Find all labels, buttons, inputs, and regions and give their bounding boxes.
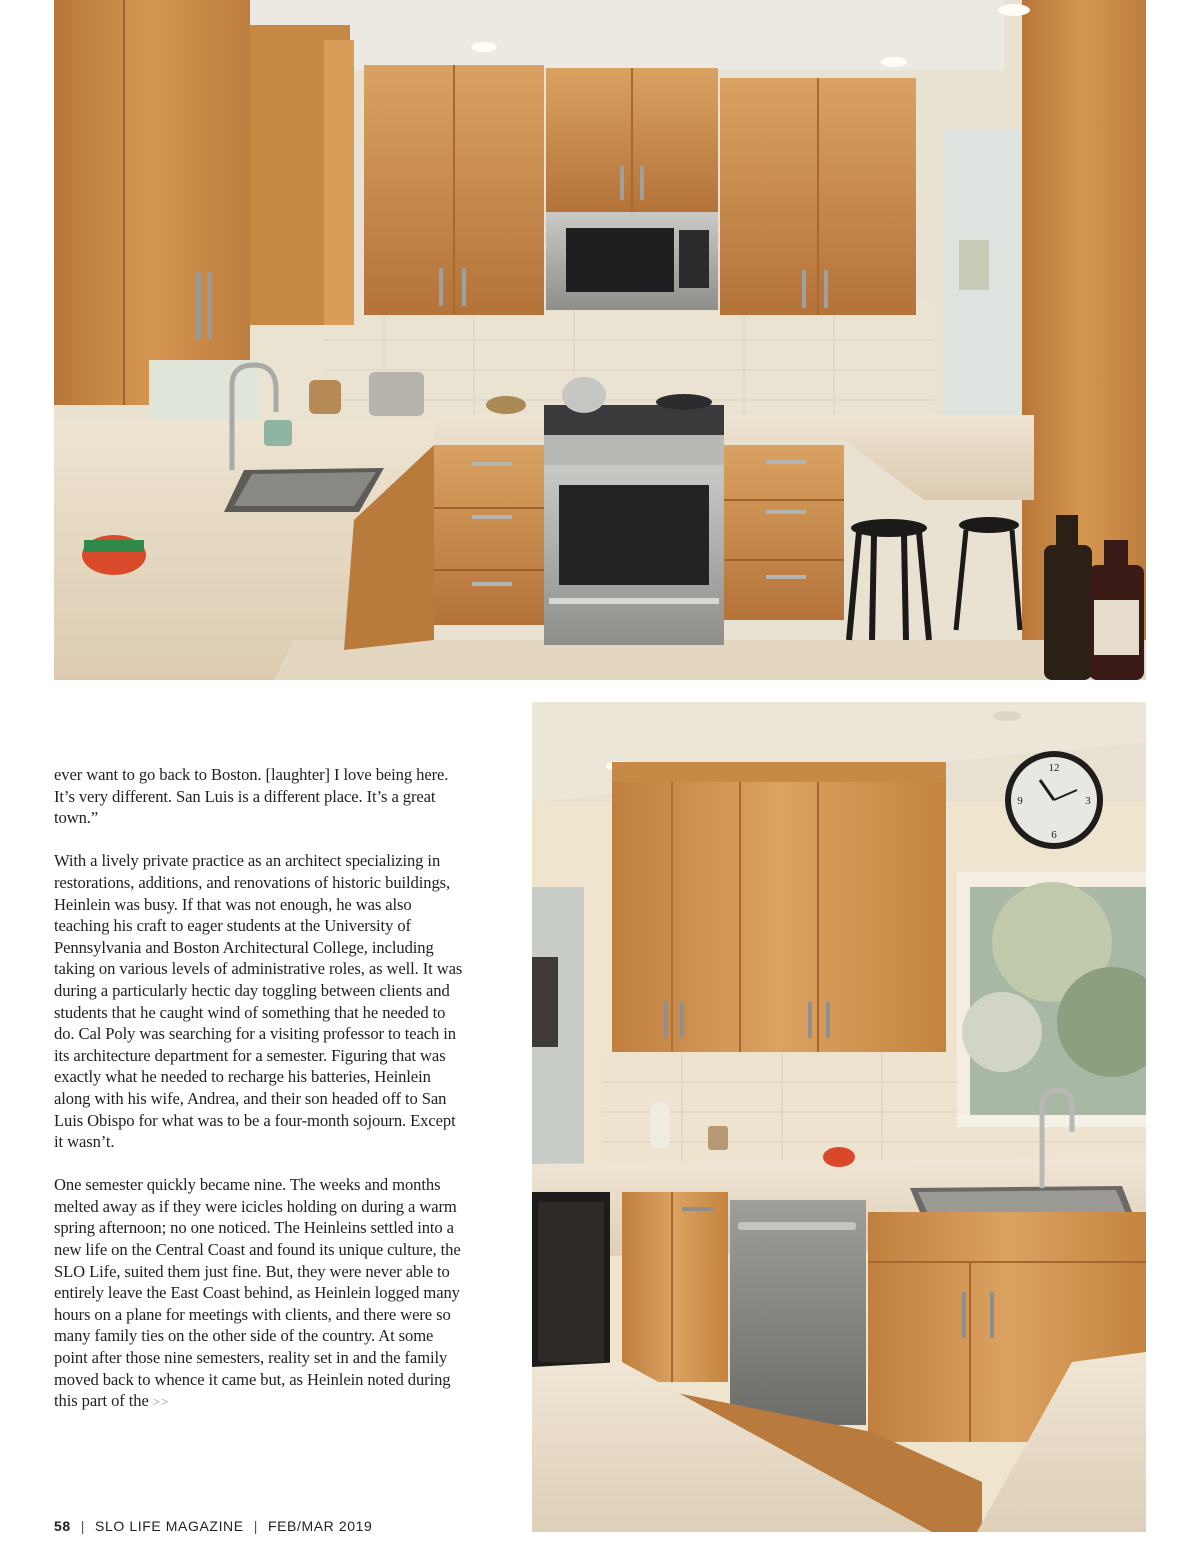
kitchen-photo-top <box>54 0 1146 680</box>
kitchen-illustration-top <box>54 0 1146 680</box>
footer-separator: | <box>253 1518 258 1534</box>
magazine-name: SLO LIFE MAGAZINE <box>95 1518 244 1534</box>
article-paragraph: ever want to go back to Boston. [laughter] I love being here. It’s very different. San Luis is a different place. It’s a great town.” <box>54 765 449 828</box>
page-footer <box>54 1518 372 1538</box>
clock-numeral-3: 3 <box>1085 795 1091 807</box>
footer-separator: | <box>80 1518 86 1534</box>
issue-date: FEB/MAR 2019 <box>267 1518 373 1534</box>
article-paragraph-text: One semester quickly became nine. The weeks and months melted away as if they were icicles holding on during a warm spring afternoon; no one noticed. The Heinleins settled into a new life on the Central Coast and found its unique culture, the SLO Life, suited them just fine. But, they were never able to entirely leave the East Coast behind, as Heinlein logged many hours on a plane for meetings with clients, and there were so many family ties on the other side of the country. At some point after those nine semesters, reality set in and the family moved back to whence it came but, as Heinlein noted during this part of the <box>54 1175 461 1411</box>
clock-numeral-12: 12 <box>1048 762 1060 774</box>
article-paragraph <box>54 1174 464 1413</box>
continued-marker: >> <box>152 1394 170 1410</box>
clock-numeral-6: 6 <box>1051 829 1057 841</box>
clock-numeral-9: 9 <box>1017 795 1023 807</box>
kitchen-illustration-bottom <box>532 702 1146 1532</box>
kitchen-photo-bottom <box>532 702 1146 1532</box>
article-body <box>54 764 464 1413</box>
page-number: 58 <box>54 1518 71 1534</box>
article-paragraph: With a lively private practice as an architect specializing in restorations, additions, and renovations of historic buildings, Heinlein was busy. If that was not enough, he was also teaching his craft to eager students at the University of Pennsylvania and Boston Architectural College, including taking on various levels of administrative roles, as well. It was during a particularly hectic day toggling between clients and students that he caught wind of something that he needed to do. Cal Poly was searching for a visiting professor to teach in its architecture department for a semester. Figuring that was exactly what he needed to recharge his batteries, Heinlein along with his wife, Andrea, and their son headed off to San Luis Obispo for what was to be a four-month sojourn. Except it wasn’t. <box>54 851 463 1152</box>
